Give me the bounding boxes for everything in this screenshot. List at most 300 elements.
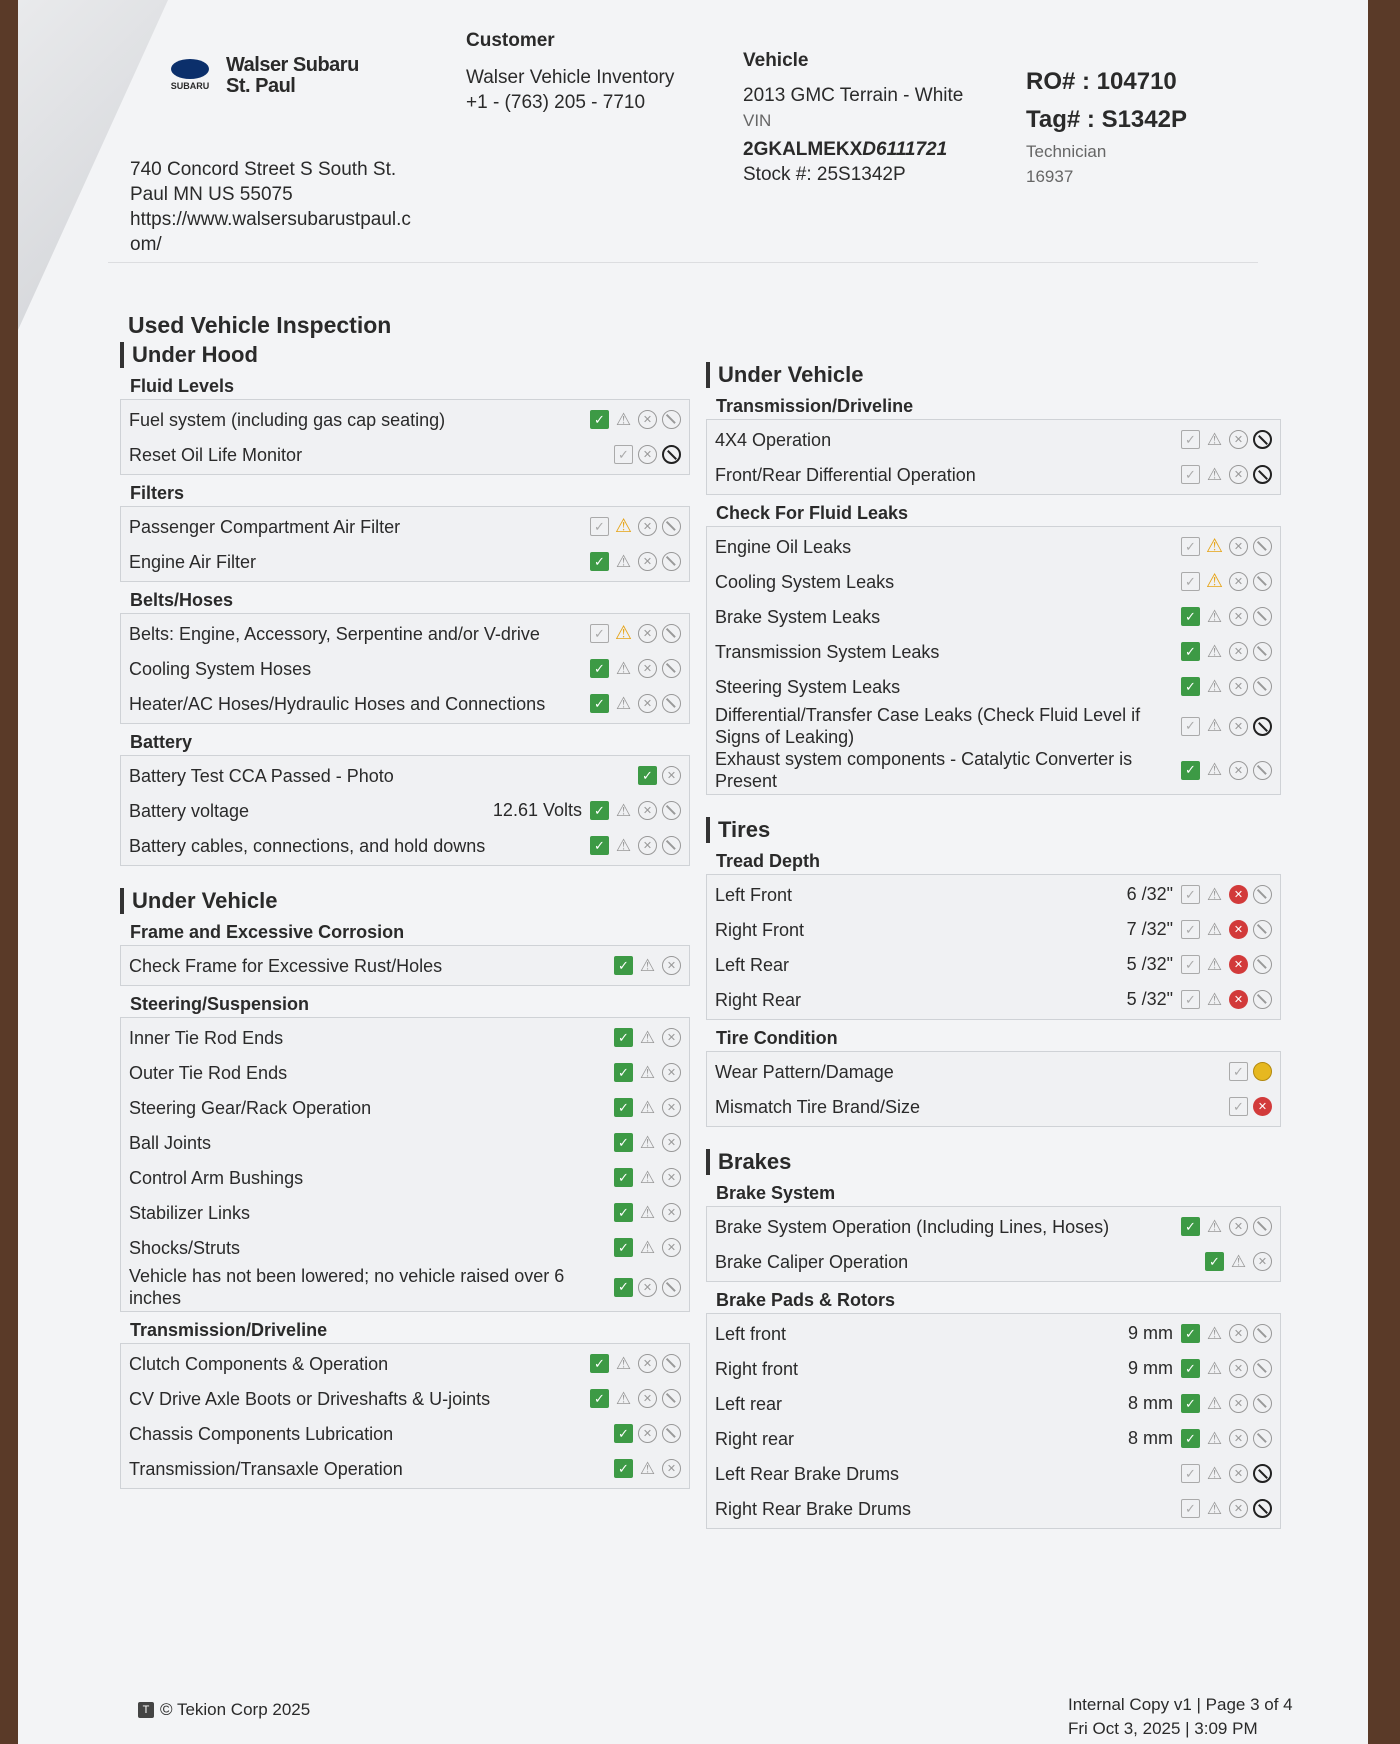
inspection-row (121, 828, 689, 863)
check-icon: ✓ (1181, 430, 1200, 449)
item-label: Exhaust system components - Catalytic Converter is Present (715, 749, 1133, 791)
item-label: Reset Oil Life Monitor (129, 444, 303, 465)
item-label: Brake System Leaks (715, 606, 881, 627)
customer-phone: +1 - (763) 205 - 7710 (466, 92, 646, 113)
check-icon: ✓ (1181, 955, 1200, 974)
warning-icon: ⚠ (1206, 989, 1223, 1009)
warning-icon: ⚠ (1206, 919, 1223, 939)
x-circle-icon: ✕ (662, 1133, 681, 1152)
inspection-row (707, 457, 1280, 492)
group-title: Transmission/Driveline (130, 1320, 328, 1340)
section-title: Under Vehicle (120, 888, 690, 914)
group-title: Battery (130, 732, 193, 752)
status-icons (1181, 1429, 1272, 1448)
warning-icon: ⚠ (615, 800, 632, 820)
inspection-group (706, 419, 1281, 495)
check-icon: ✓ (590, 624, 609, 643)
check-green-icon: ✓ (1205, 1252, 1224, 1271)
item-measurement: 9 mm (1128, 1323, 1173, 1343)
inspection-row (121, 686, 689, 721)
item-label: Engine Oil Leaks (715, 536, 852, 557)
x-circle-icon: ✕ (1229, 572, 1248, 591)
not-applicable-icon (662, 801, 681, 820)
inspection-group (120, 506, 690, 582)
x-circle-icon: ✕ (662, 1203, 681, 1222)
not-applicable-icon (1253, 1217, 1272, 1236)
inspection-group (706, 1313, 1281, 1529)
status-icons (1181, 920, 1272, 939)
x-circle-icon: ✕ (1229, 465, 1248, 484)
not-applicable-icon (662, 1424, 681, 1443)
x-circle-icon: ✕ (1229, 677, 1248, 696)
section-title: Under Vehicle (706, 362, 1281, 388)
x-circle-icon: ✕ (1229, 430, 1248, 449)
inspection-row (707, 1209, 1280, 1244)
group-title: Filters (130, 483, 185, 503)
warning-icon: ⚠ (615, 409, 632, 429)
status-icons (1181, 885, 1272, 904)
warning-icon: ⚠ (615, 1388, 632, 1408)
technician-id: 16937 (1026, 167, 1074, 186)
status-icons (590, 694, 681, 713)
warning-icon: ⚠ (1230, 1251, 1247, 1271)
item-label: Outer Tie Rod Ends (129, 1062, 288, 1083)
not-applicable-icon (1253, 1394, 1272, 1413)
check-green-icon: ✓ (614, 956, 633, 975)
check-green-icon: ✓ (614, 1424, 633, 1443)
warning-icon: ⚠ (1206, 641, 1223, 661)
x-circle-icon: ✕ (638, 801, 657, 820)
status-icons (590, 836, 681, 855)
inspection-row (121, 1125, 689, 1160)
inspection-group (706, 1206, 1281, 1282)
footer-copyright: T © Tekion Corp 2025 (138, 1700, 310, 1720)
warning-icon: ⚠ (1206, 1428, 1223, 1448)
inspection-row (707, 1386, 1280, 1421)
warning-icon: ⚠ (1206, 884, 1223, 904)
warning-yellow-icon: ⚠ (614, 516, 633, 537)
x-circle-icon: ✕ (638, 1389, 657, 1408)
not-applicable-icon (1253, 572, 1272, 591)
section-title: Brakes (706, 1149, 1281, 1175)
x-circle-icon: ✕ (1229, 1499, 1248, 1518)
inspection-row (707, 422, 1280, 457)
x-circle-icon: ✕ (1229, 642, 1248, 661)
not-applicable-icon (1253, 920, 1272, 939)
inspection-row (707, 1054, 1280, 1089)
check-icon: ✓ (1181, 537, 1200, 556)
not-applicable-icon (662, 1389, 681, 1408)
not-applicable-icon (662, 517, 681, 536)
check-green-icon: ✓ (1181, 1324, 1200, 1343)
warning-icon: ⚠ (615, 835, 632, 855)
inspection-row (121, 1451, 689, 1486)
item-measurement: 5 /32" (1126, 954, 1173, 974)
inspection-row (707, 529, 1280, 564)
x-circle-icon: ✕ (638, 694, 657, 713)
x-circle-icon: ✕ (1229, 1359, 1248, 1378)
x-circle-icon: ✕ (1229, 761, 1248, 780)
item-label: Left front (715, 1323, 787, 1344)
inspection-row (121, 1055, 689, 1090)
check-icon: ✓ (1181, 990, 1200, 1009)
status-icons (614, 1168, 681, 1187)
check-green-icon: ✓ (1181, 607, 1200, 626)
item-label: Steering Gear/Rack Operation (129, 1097, 372, 1118)
group-title: Tire Condition (716, 1028, 838, 1048)
warning-icon: ⚠ (1206, 1463, 1223, 1483)
not-applicable-icon (1253, 607, 1272, 626)
check-icon: ✓ (1181, 920, 1200, 939)
warning-icon: ⚠ (1206, 1393, 1223, 1413)
inspection-group (120, 945, 690, 986)
x-circle-icon: ✕ (1253, 1252, 1272, 1271)
inspection-group (120, 755, 690, 866)
inspection-row (121, 616, 689, 651)
x-circle-icon: ✕ (662, 956, 681, 975)
status-icons (614, 1278, 681, 1297)
check-icon: ✓ (590, 517, 609, 536)
x-circle-icon: ✕ (662, 766, 681, 785)
x-circle-icon: ✕ (638, 1278, 657, 1297)
x-circle-icon: ✕ (1229, 537, 1248, 556)
inspection-row (707, 982, 1280, 1017)
group-title: Check For Fluid Leaks (716, 503, 909, 523)
item-label: Left Rear Brake Drums (715, 1463, 900, 1484)
status-icons (614, 1424, 681, 1443)
check-icon: ✓ (1229, 1097, 1248, 1116)
status-icons (1181, 1359, 1272, 1378)
status-icons (1229, 1097, 1272, 1116)
status-icons (614, 1203, 681, 1222)
item-measurement: 9 mm (1128, 1358, 1173, 1378)
item-label: Cooling System Leaks (715, 571, 895, 592)
warning-icon: ⚠ (1206, 606, 1223, 626)
group-title: Frame and Excessive Corrosion (130, 922, 405, 942)
status-icons (1181, 607, 1272, 626)
warning-icon: ⚠ (639, 1458, 656, 1478)
check-green-icon: ✓ (614, 1203, 633, 1222)
status-icons (614, 1098, 681, 1117)
customer-block: Customer Walser Vehicle Inventory +1 - (763) 205 - 7710 (466, 30, 675, 113)
check-icon: ✓ (1181, 465, 1200, 484)
inspection-row (121, 509, 689, 544)
subaru-logo-icon: SUBARU (168, 59, 212, 93)
x-circle-icon: ✕ (638, 1354, 657, 1373)
inspection-row (707, 1456, 1280, 1491)
inspection-group (120, 1017, 690, 1312)
check-icon: ✓ (1181, 1499, 1200, 1518)
inspection-row (707, 877, 1280, 912)
inspection-group (120, 1343, 690, 1489)
check-green-icon: ✓ (614, 1459, 633, 1478)
not-applicable-icon (1253, 955, 1272, 974)
item-label: Right Rear (715, 989, 802, 1010)
inspection-row (707, 748, 1280, 792)
inspection-row (707, 1351, 1280, 1386)
inspection-row (121, 1230, 689, 1265)
item-label: Belts: Engine, Accessory, Serpentine and/or V-drive (129, 623, 540, 644)
item-label: Right rear (715, 1428, 795, 1449)
item-measurement: 8 mm (1128, 1428, 1173, 1448)
check-green-icon: ✓ (614, 1133, 633, 1152)
x-circle-icon: ✕ (638, 836, 657, 855)
group-title: Belts/Hoses (130, 590, 234, 610)
item-label: Left rear (715, 1393, 783, 1414)
group-title: Transmission/Driveline (716, 396, 914, 416)
warning-icon: ⚠ (1206, 954, 1223, 974)
not-applicable-icon (662, 659, 681, 678)
stock-number: Stock #: 25S1342P (743, 164, 906, 185)
not-applicable-selected-icon (1253, 1464, 1272, 1483)
item-label: Battery Test CCA Passed - Photo (129, 765, 394, 786)
check-green-icon: ✓ (590, 1354, 609, 1373)
check-green-icon: ✓ (1181, 677, 1200, 696)
status-icons (1181, 1217, 1272, 1236)
item-label: Check Frame for Excessive Rust/Holes (129, 955, 443, 976)
not-applicable-icon (662, 410, 681, 429)
item-measurement: 5 /32" (1126, 989, 1173, 1009)
item-measurement: 8 mm (1128, 1393, 1173, 1413)
status-icons (590, 410, 681, 429)
yellow-circle-icon (1253, 1062, 1272, 1081)
warning-icon: ⚠ (1206, 1323, 1223, 1343)
dealer-brand (168, 55, 359, 97)
warning-icon: ⚠ (639, 1027, 656, 1047)
inspection-row (121, 1160, 689, 1195)
status-icons (1229, 1062, 1272, 1081)
item-measurement: 7 /32" (1126, 919, 1173, 939)
warning-icon: ⚠ (1206, 1216, 1223, 1236)
inspection-row (707, 1421, 1280, 1456)
x-circle-icon: ✕ (638, 1424, 657, 1443)
not-applicable-icon (1253, 1359, 1272, 1378)
group-title: Tread Depth (716, 851, 821, 871)
not-applicable-icon (1253, 537, 1272, 556)
check-green-icon: ✓ (1181, 1429, 1200, 1448)
status-icons (1181, 430, 1272, 449)
not-applicable-selected-icon (1253, 430, 1272, 449)
warning-icon: ⚠ (1206, 760, 1223, 779)
warning-icon: ⚠ (639, 1132, 656, 1152)
warning-yellow-icon: ⚠ (614, 623, 633, 644)
status-icons (590, 517, 681, 536)
footer-page-info: Internal Copy v1 | Page 3 of 4 Fri Oct 3, 2025 | 3:09 PM (1068, 1695, 1293, 1738)
item-label: Stabilizer Links (129, 1202, 251, 1223)
item-label: Mismatch Tire Brand/Size (715, 1096, 921, 1117)
item-label: Fuel system (including gas cap seating) (129, 409, 446, 430)
vehicle-block: Vehicle 2013 GMC Terrain - White VIN 2GKALMEKXD6111721 Stock #: 25S1342P (743, 50, 964, 185)
inspection-group (706, 1051, 1281, 1127)
status-icons (614, 445, 681, 464)
inspection-row (121, 793, 689, 828)
dealer-url: https://www.walsersubarustpaul.c (130, 209, 411, 230)
warning-icon: ⚠ (615, 693, 632, 713)
x-circle-red-icon: ✕ (1229, 955, 1248, 974)
status-icons (590, 624, 681, 643)
item-label: Battery cables, connections, and hold downs (129, 835, 486, 856)
dealer-address: 740 Concord Street S South St. Paul MN US 55075 https://www.walsersubarustpaul.c om/ (130, 159, 411, 255)
left-column (120, 342, 690, 1489)
not-applicable-icon (662, 552, 681, 571)
inspection-row (707, 669, 1280, 704)
item-label: 4X4 Operation (715, 429, 832, 450)
status-icons (590, 1354, 681, 1373)
group-title: Brake Pads & Rotors (716, 1290, 896, 1310)
inspection-row (707, 912, 1280, 947)
status-icons (590, 1389, 681, 1408)
status-icons (1181, 990, 1272, 1009)
tag-number: Tag# : S1342P (1026, 106, 1187, 133)
item-label: Transmission/Transaxle Operation (129, 1458, 403, 1479)
status-icons (1181, 1324, 1272, 1343)
warning-icon: ⚠ (615, 1353, 632, 1373)
group-title: Fluid Levels (130, 376, 235, 396)
inspection-row (121, 948, 689, 983)
not-applicable-icon (662, 1354, 681, 1373)
inspection-row (707, 1491, 1280, 1526)
item-label: Passenger Compartment Air Filter (129, 516, 401, 537)
status-icons (614, 1133, 681, 1152)
x-circle-icon: ✕ (638, 410, 657, 429)
status-icons (1205, 1252, 1272, 1271)
x-circle-icon: ✕ (1229, 1217, 1248, 1236)
warning-icon: ⚠ (639, 955, 656, 975)
check-icon: ✓ (1181, 885, 1200, 904)
customer-name: Walser Vehicle Inventory (466, 67, 675, 88)
vin: 2GKALMEKXD6111721 (743, 139, 948, 160)
check-green-icon: ✓ (1181, 642, 1200, 661)
not-applicable-icon (1253, 1324, 1272, 1343)
item-label: Left Rear (715, 954, 790, 975)
warning-icon: ⚠ (1206, 676, 1223, 696)
not-applicable-selected-icon (1253, 717, 1272, 736)
status-icons (1181, 717, 1272, 736)
item-label: Battery voltage (129, 800, 250, 821)
item-label: Shocks/Struts (129, 1237, 241, 1258)
warning-icon: ⚠ (639, 1202, 656, 1222)
x-circle-icon: ✕ (662, 1459, 681, 1478)
x-circle-icon: ✕ (1229, 1464, 1248, 1483)
page-title: Used Vehicle Inspection (128, 312, 392, 338)
vehicle-desc: 2013 GMC Terrain - White (743, 85, 964, 106)
status-icons (1181, 572, 1272, 591)
not-applicable-icon (1253, 761, 1272, 780)
x-circle-icon: ✕ (1229, 1394, 1248, 1413)
x-circle-red-icon: ✕ (1253, 1097, 1272, 1116)
item-label: Chassis Components Lubrication (129, 1423, 394, 1444)
inspection-group (120, 613, 690, 724)
x-circle-icon: ✕ (638, 624, 657, 643)
item-label: CV Drive Axle Boots or Driveshafts & U-joints (129, 1388, 491, 1409)
warning-yellow-icon: ⚠ (1205, 571, 1224, 592)
inspection-row (707, 1316, 1280, 1351)
item-label: Transmission System Leaks (715, 641, 940, 662)
item-label: Right Front (715, 919, 805, 940)
status-icons (614, 956, 681, 975)
not-applicable-icon (1253, 990, 1272, 1009)
inspection-row (121, 437, 689, 472)
item-label: Inner Tie Rod Ends (129, 1027, 284, 1048)
warning-icon: ⚠ (639, 1062, 656, 1082)
inspection-row (121, 1381, 689, 1416)
x-circle-icon: ✕ (662, 1098, 681, 1117)
inspection-row (121, 1090, 689, 1125)
section-title: Under Hood (120, 342, 690, 368)
warning-icon: ⚠ (1206, 1358, 1223, 1378)
check-green-icon: ✓ (614, 1098, 633, 1117)
warning-icon: ⚠ (615, 551, 632, 571)
check-icon: ✓ (1181, 572, 1200, 591)
not-applicable-icon (1253, 677, 1272, 696)
inspection-row (121, 402, 689, 437)
check-green-icon: ✓ (614, 1168, 633, 1187)
not-applicable-selected-icon (1253, 1499, 1272, 1518)
inspection-row (121, 1346, 689, 1381)
item-label: Differential/Transfer Case Leaks (Check Fluid Level if Signs of Leaking) (715, 705, 1141, 747)
inspection-row (121, 651, 689, 686)
status-icons (614, 1238, 681, 1257)
check-icon: ✓ (1181, 717, 1200, 736)
check-green-icon: ✓ (1181, 1217, 1200, 1236)
warning-icon: ⚠ (615, 658, 632, 678)
inspection-row (707, 599, 1280, 634)
warning-icon: ⚠ (1206, 716, 1223, 735)
warning-icon: ⚠ (1206, 429, 1223, 449)
status-icons (590, 659, 681, 678)
status-icons (1181, 465, 1272, 484)
inspection-row (121, 1020, 689, 1055)
inspection-group (120, 399, 690, 475)
item-label: Vehicle has not been lowered; no vehicle raised over 6 inches (129, 1266, 565, 1308)
inspection-row (121, 1195, 689, 1230)
item-label: Front/Rear Differential Operation (715, 464, 976, 485)
check-icon: ✓ (1181, 1464, 1200, 1483)
status-icons (614, 1063, 681, 1082)
inspection-row (707, 947, 1280, 982)
status-icons (614, 1459, 681, 1478)
check-green-icon: ✓ (1181, 1359, 1200, 1378)
warning-icon: ⚠ (1206, 1498, 1223, 1518)
inspection-row (121, 1416, 689, 1451)
item-measurement: 6 /32" (1126, 884, 1173, 904)
header-divider (108, 262, 1258, 263)
warning-yellow-icon: ⚠ (1205, 536, 1224, 557)
inspection-row (121, 544, 689, 579)
check-green-icon: ✓ (590, 694, 609, 713)
x-circle-icon: ✕ (1229, 607, 1248, 626)
not-applicable-icon (1253, 642, 1272, 661)
inspection-row (707, 634, 1280, 669)
status-icons (1181, 761, 1272, 780)
x-circle-icon: ✕ (662, 1168, 681, 1187)
check-green-icon: ✓ (614, 1028, 633, 1047)
x-circle-icon: ✕ (638, 552, 657, 571)
tekion-logo-icon: T (138, 1702, 154, 1718)
inspection-row (707, 704, 1280, 748)
dealer-name: Walser Subaru (226, 54, 359, 76)
item-label: Engine Air Filter (129, 551, 257, 572)
not-applicable-selected-icon (1253, 465, 1272, 484)
check-green-icon: ✓ (614, 1238, 633, 1257)
item-label: Right Rear Brake Drums (715, 1498, 912, 1519)
x-circle-icon: ✕ (638, 517, 657, 536)
check-green-icon: ✓ (590, 410, 609, 429)
status-icons (1181, 1464, 1272, 1483)
warning-icon: ⚠ (639, 1097, 656, 1117)
check-green-icon: ✓ (590, 801, 609, 820)
check-icon: ✓ (1229, 1062, 1248, 1081)
